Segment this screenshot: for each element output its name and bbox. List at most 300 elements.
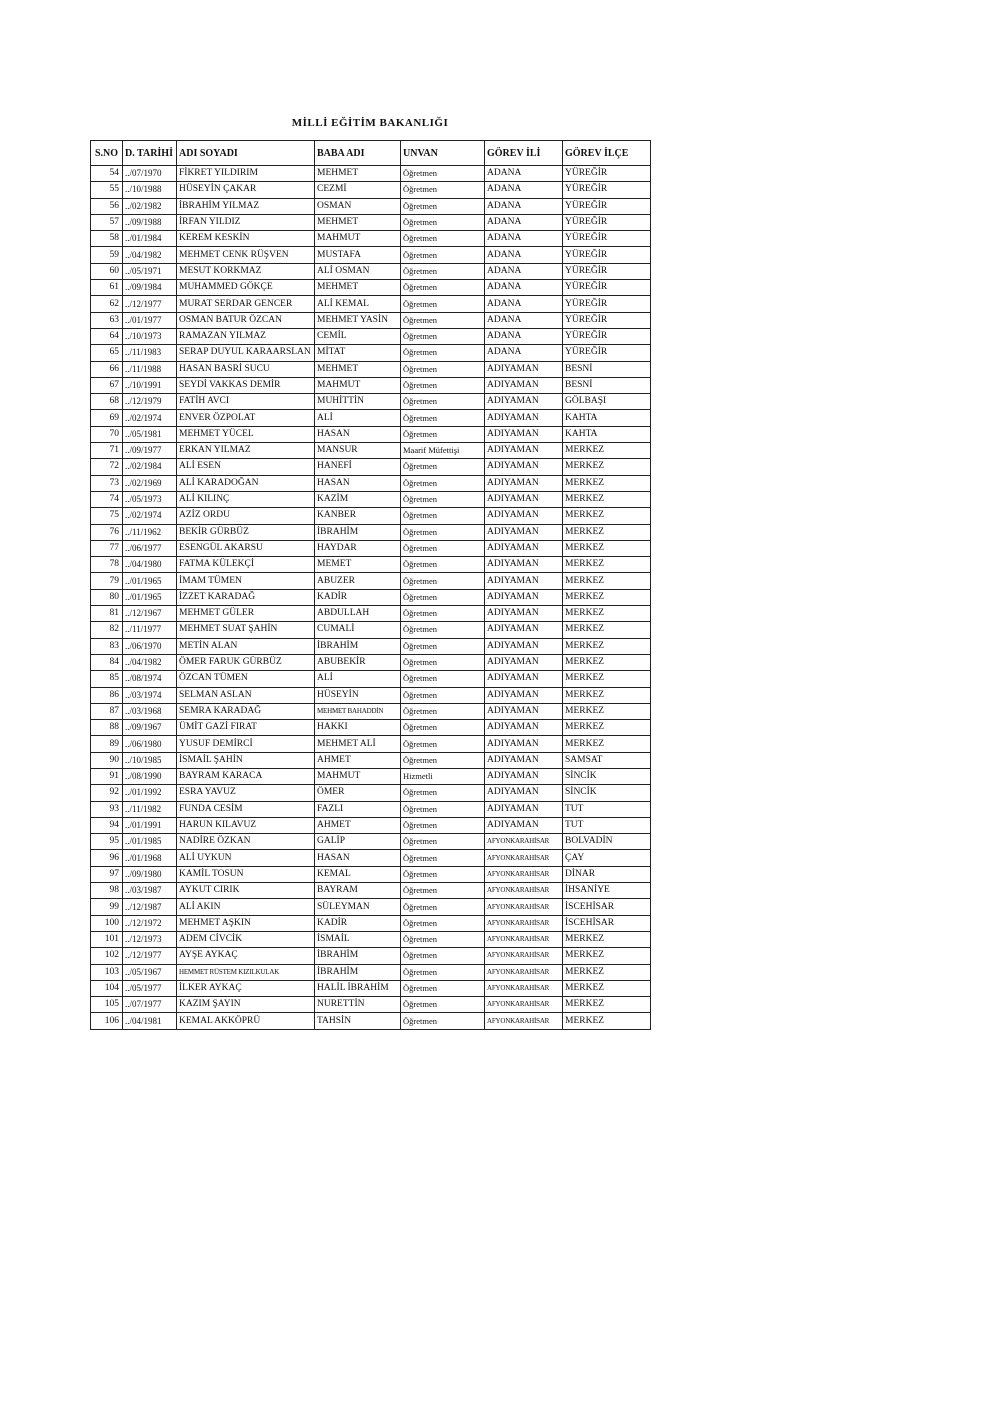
- cell-birth-date: ../03/1974: [123, 687, 177, 703]
- cell-birth-date: ../05/1967: [123, 964, 177, 980]
- cell-father-name: KADİR: [315, 589, 401, 605]
- cell-sno: 98: [91, 883, 123, 899]
- cell-birth-date: ../08/1990: [123, 768, 177, 784]
- table-row: [91, 426, 651, 442]
- cell-father-name: HASAN: [315, 426, 401, 442]
- cell-full-name: NADİRE ÖZKAN: [177, 834, 315, 850]
- cell-district: MERKEZ: [563, 720, 651, 736]
- table-row: [91, 817, 651, 833]
- cell-province: ADIYAMAN: [485, 573, 563, 589]
- cell-sno: 99: [91, 899, 123, 915]
- cell-full-name: FATMA KÜLEKÇİ: [177, 557, 315, 573]
- cell-birth-date: ../07/1970: [123, 166, 177, 182]
- cell-province: ADIYAMAN: [485, 557, 563, 573]
- cell-title: Öğretmen: [401, 394, 485, 410]
- cell-district: MERKEZ: [563, 703, 651, 719]
- cell-title: Öğretmen: [401, 231, 485, 247]
- table-row: [91, 231, 651, 247]
- cell-birth-date: ../04/1982: [123, 654, 177, 670]
- cell-father-name: MEHMET BAHADDİN: [315, 703, 401, 719]
- header-sno: S.NO: [91, 141, 123, 166]
- cell-province: ADIYAMAN: [485, 589, 563, 605]
- table-row: [91, 834, 651, 850]
- cell-full-name: ESRA YAVUZ: [177, 785, 315, 801]
- cell-province: ADIYAMAN: [485, 720, 563, 736]
- cell-province: AFYONKARAHİSAR: [485, 866, 563, 882]
- cell-title: Öğretmen: [401, 606, 485, 622]
- table-row: [91, 931, 651, 947]
- cell-full-name: HEMMET RÜSTEM KIZILKULAK: [177, 964, 315, 980]
- cell-full-name: MEHMET YÜCEL: [177, 426, 315, 442]
- cell-sno: 101: [91, 931, 123, 947]
- cell-father-name: MEHMET ALİ: [315, 736, 401, 752]
- cell-title: Öğretmen: [401, 899, 485, 915]
- cell-district: MERKEZ: [563, 687, 651, 703]
- cell-province: AFYONKARAHİSAR: [485, 883, 563, 899]
- cell-birth-date: ../04/1981: [123, 1013, 177, 1029]
- table-row: [91, 801, 651, 817]
- cell-district: MERKEZ: [563, 980, 651, 996]
- cell-father-name: HAKKI: [315, 720, 401, 736]
- header-title: UNVAN: [401, 141, 485, 166]
- cell-birth-date: ../03/1968: [123, 703, 177, 719]
- cell-district: BESNİ: [563, 377, 651, 393]
- cell-sno: 96: [91, 850, 123, 866]
- cell-birth-date: ../09/1967: [123, 720, 177, 736]
- cell-title: Öğretmen: [401, 687, 485, 703]
- cell-district: TUT: [563, 817, 651, 833]
- table-row: [91, 687, 651, 703]
- cell-title: Öğretmen: [401, 377, 485, 393]
- cell-sno: 104: [91, 980, 123, 996]
- cell-birth-date: ../08/1974: [123, 671, 177, 687]
- table-row: [91, 361, 651, 377]
- cell-full-name: İSMAİL ŞAHİN: [177, 752, 315, 768]
- cell-father-name: İBRAHİM: [315, 964, 401, 980]
- table-row: [91, 247, 651, 263]
- cell-province: ADIYAMAN: [485, 606, 563, 622]
- cell-full-name: FATİH AVCI: [177, 394, 315, 410]
- cell-father-name: HAYDAR: [315, 540, 401, 556]
- table-row: [91, 866, 651, 882]
- cell-birth-date: ../10/1991: [123, 377, 177, 393]
- cell-father-name: MEHMET: [315, 361, 401, 377]
- table-row: [91, 606, 651, 622]
- cell-district: YÜREĞİR: [563, 263, 651, 279]
- table-row: [91, 508, 651, 524]
- cell-province: ADANA: [485, 345, 563, 361]
- cell-sno: 100: [91, 915, 123, 931]
- cell-full-name: HASAN BASRİ SUCU: [177, 361, 315, 377]
- cell-birth-date: ../02/1974: [123, 410, 177, 426]
- cell-sno: 73: [91, 475, 123, 491]
- cell-sno: 74: [91, 491, 123, 507]
- cell-sno: 64: [91, 328, 123, 344]
- cell-full-name: MEHMET AŞKIN: [177, 915, 315, 931]
- cell-province: ADIYAMAN: [485, 475, 563, 491]
- cell-birth-date: ../01/1985: [123, 834, 177, 850]
- cell-province: AFYONKARAHİSAR: [485, 1013, 563, 1029]
- cell-district: ÇAY: [563, 850, 651, 866]
- cell-father-name: HÜSEYİN: [315, 687, 401, 703]
- cell-father-name: MEHMET: [315, 214, 401, 230]
- cell-district: MERKEZ: [563, 606, 651, 622]
- cell-father-name: MAHMUT: [315, 768, 401, 784]
- cell-sno: 105: [91, 997, 123, 1013]
- cell-sno: 61: [91, 280, 123, 296]
- table-row: [91, 736, 651, 752]
- cell-sno: 94: [91, 817, 123, 833]
- cell-district: MERKEZ: [563, 622, 651, 638]
- header-district: GÖREV İLÇE: [563, 141, 651, 166]
- cell-title: Öğretmen: [401, 638, 485, 654]
- cell-father-name: ABUZER: [315, 573, 401, 589]
- cell-birth-date: ../02/1982: [123, 198, 177, 214]
- cell-father-name: ALİ OSMAN: [315, 263, 401, 279]
- cell-district: MERKEZ: [563, 443, 651, 459]
- cell-district: SAMSAT: [563, 752, 651, 768]
- cell-full-name: MURAT SERDAR GENCER: [177, 296, 315, 312]
- cell-title: Öğretmen: [401, 475, 485, 491]
- table-row: [91, 394, 651, 410]
- cell-sno: 66: [91, 361, 123, 377]
- cell-full-name: İMAM TÜMEN: [177, 573, 315, 589]
- cell-province: ADANA: [485, 263, 563, 279]
- cell-father-name: MUSTAFA: [315, 247, 401, 263]
- cell-district: YÜREĞİR: [563, 328, 651, 344]
- cell-sno: 77: [91, 540, 123, 556]
- cell-sno: 91: [91, 768, 123, 784]
- cell-sno: 71: [91, 443, 123, 459]
- table-row: [91, 638, 651, 654]
- cell-sno: 57: [91, 214, 123, 230]
- cell-district: SİNCİK: [563, 768, 651, 784]
- cell-province: ADIYAMAN: [485, 736, 563, 752]
- cell-province: ADIYAMAN: [485, 443, 563, 459]
- cell-full-name: ESENGÜL AKARSU: [177, 540, 315, 556]
- table-row: [91, 459, 651, 475]
- cell-father-name: MEHMET: [315, 166, 401, 182]
- table-row: [91, 1013, 651, 1029]
- cell-father-name: KANBER: [315, 508, 401, 524]
- cell-title: Öğretmen: [401, 328, 485, 344]
- cell-full-name: BEKİR GÜRBÜZ: [177, 524, 315, 540]
- cell-district: DİNAR: [563, 866, 651, 882]
- header-birth-date: D. TARİHİ: [123, 141, 177, 166]
- cell-sno: 87: [91, 703, 123, 719]
- cell-title: Öğretmen: [401, 622, 485, 638]
- cell-full-name: BAYRAM KARACA: [177, 768, 315, 784]
- cell-birth-date: ../12/1987: [123, 899, 177, 915]
- cell-district: YÜREĞİR: [563, 198, 651, 214]
- table-row: [91, 214, 651, 230]
- table-row: [91, 198, 651, 214]
- table-row: [91, 443, 651, 459]
- cell-province: ADIYAMAN: [485, 491, 563, 507]
- cell-birth-date: ../12/1973: [123, 931, 177, 947]
- cell-district: MERKEZ: [563, 573, 651, 589]
- cell-province: AFYONKARAHİSAR: [485, 997, 563, 1013]
- cell-birth-date: ../05/1981: [123, 426, 177, 442]
- cell-title: Maarif Müfettişi: [401, 443, 485, 459]
- cell-title: Öğretmen: [401, 752, 485, 768]
- cell-sno: 80: [91, 589, 123, 605]
- cell-sno: 69: [91, 410, 123, 426]
- cell-sno: 89: [91, 736, 123, 752]
- cell-full-name: YUSUF DEMİRCİ: [177, 736, 315, 752]
- cell-sno: 62: [91, 296, 123, 312]
- cell-sno: 92: [91, 785, 123, 801]
- cell-district: MERKEZ: [563, 475, 651, 491]
- cell-full-name: ERKAN YILMAZ: [177, 443, 315, 459]
- table-row: [91, 964, 651, 980]
- cell-full-name: METİN ALAN: [177, 638, 315, 654]
- cell-sno: 106: [91, 1013, 123, 1029]
- cell-district: MERKEZ: [563, 524, 651, 540]
- cell-title: Öğretmen: [401, 834, 485, 850]
- cell-title: Öğretmen: [401, 182, 485, 198]
- cell-birth-date: ../01/1968: [123, 850, 177, 866]
- cell-birth-date: ../02/1974: [123, 508, 177, 524]
- cell-district: MERKEZ: [563, 459, 651, 475]
- cell-full-name: MEHMET GÜLER: [177, 606, 315, 622]
- cell-title: Öğretmen: [401, 850, 485, 866]
- cell-full-name: ÖZCAN TÜMEN: [177, 671, 315, 687]
- cell-birth-date: ../10/1985: [123, 752, 177, 768]
- table-row: [91, 980, 651, 996]
- cell-title: Öğretmen: [401, 720, 485, 736]
- cell-father-name: ALİ: [315, 671, 401, 687]
- cell-province: ADIYAMAN: [485, 785, 563, 801]
- cell-province: AFYONKARAHİSAR: [485, 899, 563, 915]
- cell-province: ADIYAMAN: [485, 508, 563, 524]
- cell-province: AFYONKARAHİSAR: [485, 915, 563, 931]
- cell-full-name: MEHMET SUAT ŞAHİN: [177, 622, 315, 638]
- cell-father-name: MUHİTTİN: [315, 394, 401, 410]
- cell-birth-date: ../05/1977: [123, 980, 177, 996]
- cell-birth-date: ../09/1984: [123, 280, 177, 296]
- cell-full-name: MESUT KORKMAZ: [177, 263, 315, 279]
- cell-sno: 95: [91, 834, 123, 850]
- cell-father-name: SÜLEYMAN: [315, 899, 401, 915]
- cell-district: İSCEHİSAR: [563, 899, 651, 915]
- cell-district: YÜREĞİR: [563, 182, 651, 198]
- cell-sno: 88: [91, 720, 123, 736]
- cell-full-name: FİKRET YILDIRIM: [177, 166, 315, 182]
- cell-title: Öğretmen: [401, 883, 485, 899]
- cell-sno: 93: [91, 801, 123, 817]
- table-row: [91, 997, 651, 1013]
- cell-sno: 55: [91, 182, 123, 198]
- cell-birth-date: ../11/1962: [123, 524, 177, 540]
- cell-full-name: İRFAN YILDIZ: [177, 214, 315, 230]
- cell-title: Öğretmen: [401, 654, 485, 670]
- cell-full-name: KAMİL TOSUN: [177, 866, 315, 882]
- table-row: [91, 377, 651, 393]
- cell-birth-date: ../01/1992: [123, 785, 177, 801]
- cell-province: AFYONKARAHİSAR: [485, 931, 563, 947]
- cell-title: Öğretmen: [401, 345, 485, 361]
- table-row: [91, 899, 651, 915]
- cell-full-name: SEYDİ VAKKAS DEMİR: [177, 377, 315, 393]
- cell-father-name: HASAN: [315, 475, 401, 491]
- table-row: [91, 589, 651, 605]
- cell-father-name: ABDULLAH: [315, 606, 401, 622]
- cell-birth-date: ../07/1977: [123, 997, 177, 1013]
- cell-title: Hizmetli: [401, 768, 485, 784]
- cell-father-name: AHMET: [315, 817, 401, 833]
- table-row: [91, 573, 651, 589]
- table-row: [91, 671, 651, 687]
- table-row: [91, 768, 651, 784]
- cell-district: BOLVADİN: [563, 834, 651, 850]
- cell-province: ADIYAMAN: [485, 426, 563, 442]
- cell-district: İHSANİYE: [563, 883, 651, 899]
- cell-title: Öğretmen: [401, 198, 485, 214]
- cell-title: Öğretmen: [401, 508, 485, 524]
- cell-father-name: TAHSİN: [315, 1013, 401, 1029]
- cell-title: Öğretmen: [401, 166, 485, 182]
- cell-father-name: İSMAİL: [315, 931, 401, 947]
- cell-district: İSCEHİSAR: [563, 915, 651, 931]
- cell-father-name: AHMET: [315, 752, 401, 768]
- cell-father-name: MEHMET YASİN: [315, 312, 401, 328]
- cell-province: ADIYAMAN: [485, 801, 563, 817]
- cell-province: ADIYAMAN: [485, 459, 563, 475]
- cell-province: ADIYAMAN: [485, 817, 563, 833]
- cell-district: MERKEZ: [563, 589, 651, 605]
- cell-birth-date: ../05/1971: [123, 263, 177, 279]
- cell-birth-date: ../12/1967: [123, 606, 177, 622]
- cell-title: Öğretmen: [401, 263, 485, 279]
- cell-district: YÜREĞİR: [563, 166, 651, 182]
- cell-birth-date: ../09/1988: [123, 214, 177, 230]
- cell-father-name: İBRAHİM: [315, 948, 401, 964]
- cell-father-name: MAHMUT: [315, 231, 401, 247]
- cell-full-name: SEMRA KARADAĞ: [177, 703, 315, 719]
- cell-father-name: ÖMER: [315, 785, 401, 801]
- cell-sno: 79: [91, 573, 123, 589]
- cell-birth-date: ../09/1977: [123, 443, 177, 459]
- cell-district: MERKEZ: [563, 540, 651, 556]
- cell-sno: 65: [91, 345, 123, 361]
- cell-father-name: MEHMET: [315, 280, 401, 296]
- cell-full-name: MUHAMMED GÖKÇE: [177, 280, 315, 296]
- cell-full-name: İZZET KARADAĞ: [177, 589, 315, 605]
- cell-district: KAHTA: [563, 426, 651, 442]
- cell-district: MERKEZ: [563, 1013, 651, 1029]
- cell-birth-date: ../12/1972: [123, 915, 177, 931]
- cell-district: TUT: [563, 801, 651, 817]
- table-row: [91, 540, 651, 556]
- cell-title: Öğretmen: [401, 589, 485, 605]
- table-row: [91, 557, 651, 573]
- cell-father-name: OSMAN: [315, 198, 401, 214]
- cell-full-name: ADEM CİVCİK: [177, 931, 315, 947]
- cell-district: MERKEZ: [563, 931, 651, 947]
- cell-birth-date: ../09/1980: [123, 866, 177, 882]
- cell-full-name: SELMAN ASLAN: [177, 687, 315, 703]
- table-row: [91, 475, 651, 491]
- cell-title: Öğretmen: [401, 540, 485, 556]
- cell-full-name: AZİZ ORDU: [177, 508, 315, 524]
- cell-title: Öğretmen: [401, 247, 485, 263]
- cell-title: Öğretmen: [401, 573, 485, 589]
- cell-father-name: KEMAL: [315, 866, 401, 882]
- cell-birth-date: ../05/1973: [123, 491, 177, 507]
- cell-birth-date: ../01/1965: [123, 573, 177, 589]
- cell-province: ADANA: [485, 231, 563, 247]
- cell-father-name: MAHMUT: [315, 377, 401, 393]
- header-father-name: BABA ADI: [315, 141, 401, 166]
- cell-birth-date: ../06/1977: [123, 540, 177, 556]
- table-row: [91, 312, 651, 328]
- cell-province: ADIYAMAN: [485, 394, 563, 410]
- cell-sno: 70: [91, 426, 123, 442]
- cell-title: Öğretmen: [401, 491, 485, 507]
- cell-sno: 97: [91, 866, 123, 882]
- cell-birth-date: ../06/1980: [123, 736, 177, 752]
- cell-sno: 78: [91, 557, 123, 573]
- cell-full-name: ALİ KARADOĞAN: [177, 475, 315, 491]
- cell-district: MERKEZ: [563, 671, 651, 687]
- cell-birth-date: ../10/1973: [123, 328, 177, 344]
- cell-full-name: KEREM KESKİN: [177, 231, 315, 247]
- cell-title: Öğretmen: [401, 736, 485, 752]
- cell-full-name: SERAP DUYUL KARAARSLAN: [177, 345, 315, 361]
- cell-father-name: KADİR: [315, 915, 401, 931]
- cell-full-name: ÜMİT GAZİ FIRAT: [177, 720, 315, 736]
- cell-full-name: ALİ ESEN: [177, 459, 315, 475]
- cell-father-name: İBRAHİM: [315, 524, 401, 540]
- table-row: [91, 328, 651, 344]
- cell-province: ADANA: [485, 312, 563, 328]
- cell-province: ADIYAMAN: [485, 622, 563, 638]
- cell-sno: 56: [91, 198, 123, 214]
- cell-title: Öğretmen: [401, 980, 485, 996]
- cell-province: ADIYAMAN: [485, 361, 563, 377]
- cell-full-name: HÜSEYİN ÇAKAR: [177, 182, 315, 198]
- cell-district: BESNİ: [563, 361, 651, 377]
- cell-full-name: ALİ AKIN: [177, 899, 315, 915]
- cell-father-name: BAYRAM: [315, 883, 401, 899]
- table-row: [91, 166, 651, 182]
- cell-sno: 60: [91, 263, 123, 279]
- cell-full-name: ENVER ÖZPOLAT: [177, 410, 315, 426]
- cell-district: MERKEZ: [563, 491, 651, 507]
- cell-father-name: HASAN: [315, 850, 401, 866]
- page-title: MİLLİ EĞİTİM BAKANLIĞI: [291, 117, 449, 129]
- cell-district: YÜREĞİR: [563, 296, 651, 312]
- cell-father-name: MİTAT: [315, 345, 401, 361]
- cell-sno: 75: [91, 508, 123, 524]
- cell-title: Öğretmen: [401, 296, 485, 312]
- cell-district: YÜREĞİR: [563, 280, 651, 296]
- cell-birth-date: ../02/1984: [123, 459, 177, 475]
- table-row: [91, 720, 651, 736]
- header-full-name: ADI SOYADI: [177, 141, 315, 166]
- cell-full-name: RAMAZAN YILMAZ: [177, 328, 315, 344]
- cell-father-name: CUMALİ: [315, 622, 401, 638]
- cell-birth-date: ../04/1982: [123, 247, 177, 263]
- cell-title: Öğretmen: [401, 361, 485, 377]
- cell-province: ADIYAMAN: [485, 540, 563, 556]
- cell-father-name: CEMİL: [315, 328, 401, 344]
- table-row: [91, 850, 651, 866]
- cell-province: ADANA: [485, 247, 563, 263]
- cell-title: Öğretmen: [401, 214, 485, 230]
- cell-birth-date: ../01/1965: [123, 589, 177, 605]
